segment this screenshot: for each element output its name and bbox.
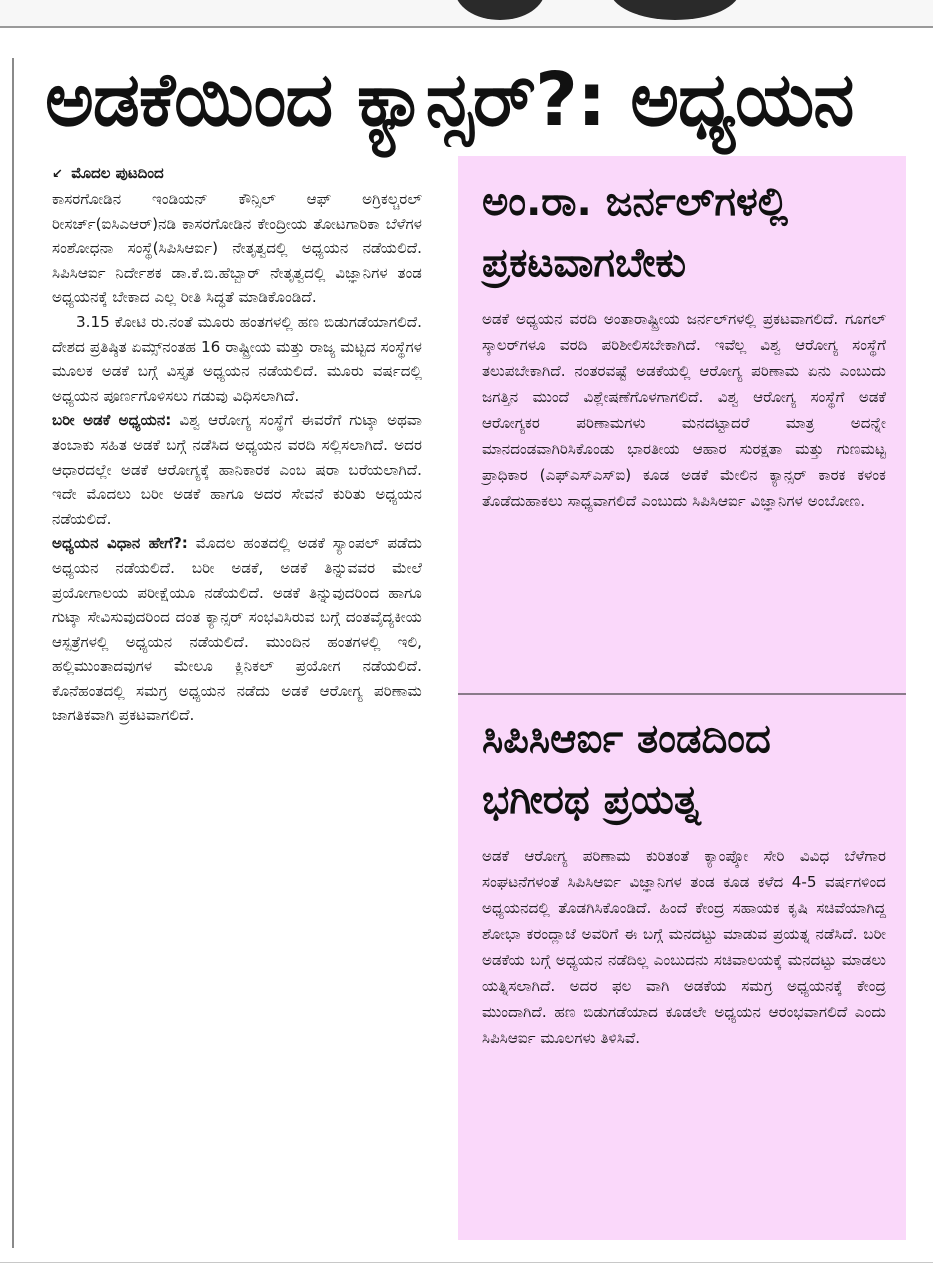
sidebar-section-cpcri-effort [458, 709, 906, 1229]
headline: ಅಡಕೆಯಿಂದ ಕ್ಯಾನ್ಸರ್?: ಅಧ್ಯಯನ [45, 57, 854, 143]
article-paragraph: ಕಾಸರಗೋಡಿನ ಇಂಡಿಯನ್ ಕೌನ್ಸಿಲ್ ಆಫ್ ಅಗ್ರಿಕಲ್ಚರಲ್ ರೀಸರ್ಚ್(ಐಸಿಎಆರ್)ನಡಿ ಕಾಸರಗೋಡಿನ ಕೇಂದ್ರೀಯ ತೋಟಗಾರಿಕಾ ಬೆಳೆಗಳ ಸಂಶೋಧನಾ ಸಂಸ್ಥೆ(ಸಿಪಿಸಿಆರ್ಐ) ನೇತೃತ್ವದಲ್ಲಿ ಅಧ್ಯಯನ ನಡೆಯಲಿದೆ. ಸಿಪಿಸಿಆರ್ಐ ನಿರ್ದೇಶಕ ಡಾ.ಕೆ.ಬಿ.ಹೆಬ್ಬಾರ್ ನೇತೃತ್ವದಲ್ಲಿ ವಿಜ್ಞಾನಿಗಳ ತಂಡ ಅಧ್ಯಯನಕ್ಕೆ ಬೇಕಾದ ಎಲ್ಲ ರೀತಿ ಸಿದ್ಧತೆ ಮಾಡಿಕೊಂಡಿದೆ. [52, 190, 422, 307]
sidebar-section-body: ಅಡಕೆ ಆರೋಗ್ಯ ಪರಿಣಾಮ ಕುರಿತಂತೆ ಕ್ಯಾಂಪ್ಕೋ ಸೇರಿ ವಿವಿಧ ಬೆಳೆಗಾರ ಸಂಘಟನೆಗಳಂತೆ ಸಿಪಿಸಿಆರ್ಐ ವಿಜ್ಞಾನಿಗಳ ತಂಡ ಕೂಡ ಕಳೆದ 4-5 ವರ್ಷಗಳಿಂದ ಅಧ್ಯಯನದಲ್ಲಿ ತೊಡಗಿಸಿಕೊಂಡಿದೆ. ಹಿಂದೆ ಕೇಂದ್ರ ಸಹಾಯಕ ಕೃಷಿ ಸಚಿವೆಯಾಗಿದ್ದ ಶೋಭಾ ಕರಂದ್ಲಾಜೆ ಅವರಿಗೆ ಈ ಬಗ್ಗೆ ಮನದಟ್ಟು ಮಾಡುವ ಪ್ರಯತ್ನ ನಡೆಸಿದೆ. ಬರೀ ಅಡಕೆಯ ಬಗ್ಗೆ ಅಧ್ಯಯನ ನಡೆದಿಲ್ಲ ಎಂಬುದನು ಸಚಿವಾಲಯಕ್ಕೆ ಮನದಟ್ಟು ಮಾಡಲು ಯತ್ನಿಸಲಾಗಿದೆ. ಅದರ ಫಲ ವಾಗಿ ಅಡಕೆಯ ಸಮಗ್ರ ಅಧ್ಯಯನಕ್ಕೆ ಕೇಂದ್ರ ಮುಂದಾಗಿದೆ. ಹಣ ಬಿಡುಗಡೆಯಾದ ಕೂಡಲೇ ಅಧ್ಯಯನ ಆರಂಭವಾಗಲಿದೆ ಎಂದು ಸಿಪಿಸಿಆರ್ಐ ಮೂಲಗಳು ತಿಳಿಸಿವೆ. [482, 847, 886, 1047]
sidebar-section-body: ಅಡಕೆ ಅಧ್ಯಯನ ವರದಿ ಅಂತಾರಾಷ್ಟ್ರೀಯ ಜರ್ನಲ್‌ಗಳಲ್ಲಿ ಪ್ರಕಟವಾಗಲಿದೆ. ಗೂಗಲ್ ಸ್ಕಾಲರ್‌ಗಳೂ ವರದಿ ಪರಿಶೀಲಿಸಬೇಕಾಗಿದೆ. ಇವೆಲ್ಲ ವಿಶ್ವ ಆರೋಗ್ಯ ಸಂಸ್ಥೆಗೆ ತಲುಪಬೇಕಾಗಿದೆ. ನಂತರವಷ್ಟೆ ಅಡಕೆಯಲ್ಲಿ ಆರೋಗ್ಯ ಪರಿಣಾಮ ಏನು ಎಂಬುದು ಜಗತ್ತಿನ ಮುಂದೆ ವಿಶ್ಲೇಷಣೆಗೊಳಗಾಗಲಿದೆ. ವಿಶ್ವ ಆರೋಗ್ಯ ಸಂಸ್ಥೆಗೆ ಅಡಕೆ ಆರೋಗ್ಯಕರ ಪರಿಣಾಮಗಳು ಮನದಟ್ಟಾದರೆ ಮಾತ್ರ ಅದನ್ನೇ ಮಾನದಂಡವಾಗಿರಿಸಿಕೊಂಡು ಭಾರತೀಯ ಆಹಾರ ಸುರಕ್ಷತಾ ಮತ್ತು ಗುಣಮಟ್ಟ ಪ್ರಾಧಿಕಾರ (ಎಫ್ಎಸ್ಎಸ್ಐ) ಕೂಡ ಅಡಕೆ ಮೇಲಿನ ಕ್ಯಾನ್ಸರ್ ಕಾರಕ ಕಳಂಕ ತೊಡೆದುಹಾಕಲು ಸಾಧ್ಯವಾಗಲಿದೆ ಎಂಬುದು ಸಿಪಿಸಿಆರ್ಐ ವಿಜ್ಞಾನಿಗಳ ಅಂಬೋಣ. [482, 310, 886, 510]
continued-label: ಮೊದಲ ಪುಟದಿಂದ [71, 164, 164, 182]
paragraph-text: ವಿಶ್ವ ಆರೋಗ್ಯ ಸಂಸ್ಥೆಗೆ ಈವರೆಗೆ ಗುಟ್ಕಾ ಅಥವಾ ತಂಬಾಕು ಸಹಿತ ಅಡಕೆ ಬಗ್ಗೆ ನಡೆಸಿದ ಅಧ್ಯಯನ ವರದಿ ಸಲ್ಲಿಸಲಾಗಿದೆ. ಅದರ ಆಧಾರದಲ್ಲೇ ಅಡಕೆ ಆರೋಗ್ಯಕ್ಕೆ ಹಾನಿಕಾರಕ ಎಂಬ ಷರಾ ಬರೆಯಲಾಗಿದೆ. ಇದೇ ಮೊದಲು ಬರೀ ಅಡಕೆ ಹಾಗೂ ಅದರ ಸೇವನೆ ಕುರಿತು ಅಧ್ಯಯನ ನಡೆಯಲಿದೆ. [52, 411, 422, 528]
previous-page-strip [0, 0, 933, 27]
sidebar-section-title: ಅಂ.ರಾ. ಜರ್ನಲ್‌ಗಳಲ್ಲಿ ಪ್ರಕಟವಾಗಬೇಕು [482, 179, 788, 286]
sidebar-section-title: ಸಿಪಿಸಿಆರ್ಐ ತಂಡದಿಂದ ಭಗೀರಥ ಪ್ರಯತ್ನ [482, 716, 771, 823]
subhead: ಅಧ್ಯಯನ ವಿಧಾನ ಹೇಗೆ?: [52, 534, 188, 553]
continued-arrow-icon: ↙ [52, 167, 63, 182]
paragraph-text: ಮೊದಲ ಹಂತದಲ್ಲಿ ಅಡಕೆ ಸ್ಯಾಂಪಲ್ ಪಡೆದು ಅಧ್ಯಯನ ನಡೆಯಲಿದೆ. ಬರೀ ಅಡಕೆ, ಅಡಕೆ ತಿನ್ನುವವರ ಮೇಲೆ ಪ್ರಯೋಗಾಲಯ ಪರೀಕ್ಷೆಯೂ ನಡೆಯಲಿದೆ. ಅಡಕೆ ತಿನ್ನುವುದರಿಂದ ಹಾಗೂ ಗುಟ್ಕಾ ಸೇವಿಸುವುದರಿಂದ ದಂತ ಕ್ಯಾನ್ಸರ್ ಸಂಭವಿಸಿರುವ ಬಗ್ಗೆ ದಂತವೈದ್ಯಕೀಯ ಆಸ್ಪತ್ರೆಗಳಲ್ಲಿ ಅಧ್ಯಯನ ನಡೆಯಲಿದೆ. ಮುಂದಿನ ಹಂತಗಳಲ್ಲಿ ಇಲಿ, ಹಲ್ಲಿಮುಂತಾದವುಗಳ ಮೇಲೂ ಕ್ಲಿನಿಕಲ್ ಪ್ರಯೋಗ ನಡೆಯಲಿದೆ. ಕೊನೆಹಂತದಲ್ಲಿ ಸಮಗ್ರ ಅಧ್ಯಯನ ನಡೆದು ಅಡಕೆ ಆರೋಗ್ಯ ಪರಿಣಾಮ ಜಾಗತಿಕವಾಗಿ ಪ್ರಕಟವಾಗಲಿದೆ. [52, 534, 422, 725]
left-column-rule [12, 58, 14, 1248]
continued-from-front-page [52, 163, 422, 185]
sidebar-divider [458, 693, 906, 695]
sidebar-section-journals [458, 172, 906, 687]
article-paragraph: 3.15 ಕೋಟಿ ರು.ನಂತೆ ಮೂರು ಹಂತಗಳಲ್ಲಿ ಹಣ ಬಿಡುಗಡೆಯಾಗಲಿದೆ. ದೇಶದ ಪ್ರತಿಷ್ಠಿತ ಏಮ್ಸ್‌ನಂತಹ 16 ರಾಷ್ಟ್ರೀಯ ಮತ್ತು ರಾಜ್ಯ ಮಟ್ಟದ ಸಂಸ್ಥೆಗಳ ಮೂಲಕ ಅಡಕೆ ಬಗ್ಗೆ ವಿಸ್ತೃತ ಅಧ್ಯಯನ ನಡೆಯಲಿದೆ. ಮೂರು ವರ್ಷದಲ್ಲಿ ಅಧ್ಯಯನ ಪೂರ್ಣಗೊಳಿಸಲು ಗಡುವು ವಿಧಿಸಲಾಗಿದೆ. [52, 312, 422, 405]
headline-fragment-shape [610, 0, 740, 20]
sidebar-panel [458, 156, 906, 1240]
article-paragraph [52, 531, 422, 728]
subhead: ಬರೀ ಅಡಕೆ ಅಧ್ಯಯನ: [52, 411, 172, 430]
headline-fragment-shape [455, 0, 545, 20]
bottom-rule [0, 1262, 933, 1263]
top-rule [0, 26, 933, 28]
main-article-column [52, 163, 422, 1248]
article-paragraph [52, 408, 422, 531]
